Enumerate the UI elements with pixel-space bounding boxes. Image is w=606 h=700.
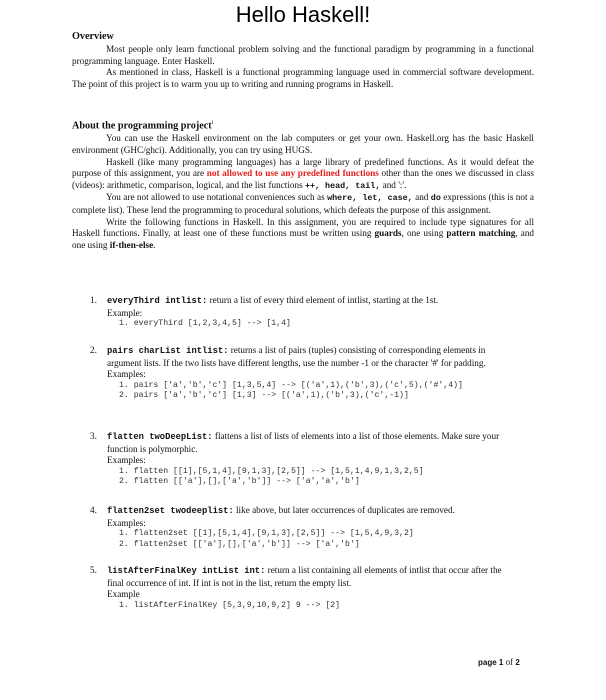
item-number: 4. xyxy=(90,505,97,515)
p4-pattern-matching: pattern matching xyxy=(446,228,516,239)
example-label: Examples: xyxy=(107,455,146,466)
footer-page-number: 1 xyxy=(498,658,504,667)
p3-code: where, let, case, xyxy=(327,193,413,204)
example-code: 2. pairs ['a','b','c'] [1,3] --> [('a',1),('b',3),('c',-1)] xyxy=(119,391,409,401)
p4-text-d: . xyxy=(153,239,156,250)
function-item xyxy=(90,565,520,611)
example-label: Examples: xyxy=(107,517,146,528)
example-code: 1. everyThird [1,2,3,4,5] --> [1,4] xyxy=(119,319,291,329)
function-description: returns a list of pairs (tuples) consisting of corresponding elements in argument lists. If the two lists have different lengths, use the number -1 or the character '#' for padding. xyxy=(107,345,486,368)
p4-text-c: , and one using xyxy=(72,228,535,250)
p2-text-b: other than the ones we discussed in class (videos): arithmetic, comparison, logical, and the list functions xyxy=(72,168,534,190)
function-description: return a list of every third element of intlist, starting at the 1st. xyxy=(207,295,439,305)
function-description: return a list containing all elements of intlist that occur after the final occurrence of int. If int is not in the list, return the empty list. xyxy=(107,565,502,588)
p3-text-a: You are not allowed to use notational conveniences such as xyxy=(106,192,328,203)
item-number: 2. xyxy=(90,345,97,355)
p3-text-b: and xyxy=(412,192,431,203)
function-item xyxy=(90,505,520,550)
example-code: 1. listAfterFinalKey [5,3,9,10,9,2] 9 --> [2] xyxy=(119,600,341,610)
p2-code: ++, head, tail, xyxy=(304,180,381,191)
function-name: flatten twoDeepList: xyxy=(107,432,213,442)
p4-text-a: Write the following functions in Haskell. In this assignment, you are required to include type signatures for all Haskell functions. Finally, at least one of these functions must be written using xyxy=(72,216,534,239)
p3-code-2: do xyxy=(430,193,441,204)
p2-warning: not allowed to use any predefined functions xyxy=(206,168,379,179)
item-number: 5. xyxy=(90,565,97,575)
item-body xyxy=(107,431,520,488)
example-code: 1. flatten2set [[1],[5,1,4],[9,1,3],[2,5]] --> [1,5,4,9,3,2] xyxy=(119,529,414,539)
footer-of-word: of xyxy=(505,657,514,667)
overview-paragraph-2: As mentioned in class, Haskell is a functional programming language used in commercial software development. The point of this project is to warm you up to writing and running programs in Haskell. xyxy=(72,67,534,89)
project-paragraph-2 xyxy=(72,157,534,193)
project-paragraph-1: You can use the Haskell environment on the lab computers or get your own. Haskell.org has the basic Haskell environment (GHC/ghci). Additionally, you can try using HUGS. xyxy=(72,133,534,155)
function-item xyxy=(90,345,520,402)
overview-paragraph-1: Most people only learn functional problem solving and the functional paradigm by programming in a functional programming language. Enter Haskell. xyxy=(72,44,534,66)
project-section xyxy=(72,117,534,251)
example-label: Example xyxy=(107,589,140,600)
document-title: Hello Haskell! xyxy=(235,2,371,27)
p4-text-b: , one using xyxy=(401,228,447,239)
item-number: 1. xyxy=(90,295,97,305)
example-label: Example: xyxy=(107,307,143,318)
example-code: 1. pairs ['a','b','c'] [1,3,5,4] --> [('a',1),('b',3),('c',5),('#',4)] xyxy=(119,380,463,390)
footer-page-word: page xyxy=(478,658,497,667)
function-item xyxy=(90,295,520,330)
example-label: Examples: xyxy=(107,369,146,380)
function-description: like above, but later occurrences of duplicates are removed. xyxy=(233,505,455,515)
example-code: 2. flatten [['a'],[],['a','b']] --> ['a','a','b'] xyxy=(119,477,360,487)
function-name: everyThird intlist: xyxy=(107,296,208,306)
footnote-mark: i xyxy=(211,120,214,126)
overview-section xyxy=(72,31,534,90)
item-body xyxy=(107,295,520,330)
example-code: 2. flatten2set [['a'],[],['a','b']] --> ['a','b'] xyxy=(119,539,360,549)
project-paragraph-4 xyxy=(72,217,534,252)
item-body xyxy=(107,345,520,402)
example-code: 1. flatten [[1],[5,1,4],[9,1,3],[2,5]] --> [1,5,1,4,9,1,3,2,5] xyxy=(119,466,424,476)
p4-if-then-else: if-then-else xyxy=(109,239,154,250)
project-heading-text: About the programming project xyxy=(72,120,212,132)
function-name: flatten2set twodeeplist: xyxy=(107,506,234,516)
item-number: 3. xyxy=(90,431,97,441)
project-paragraph-3 xyxy=(72,192,534,216)
item-body xyxy=(107,565,520,611)
function-name: listAfterFinalKey intList int: xyxy=(107,566,266,576)
function-name: pairs charList intlist: xyxy=(107,346,229,356)
footer-page-total: 2 xyxy=(515,658,520,667)
p4-guards: guards xyxy=(374,228,402,239)
p2-text-c: and ':'. xyxy=(380,179,407,190)
function-item xyxy=(90,431,520,488)
item-body xyxy=(107,505,520,550)
p2-text-a: Haskell (like many programming languages) has a large library of predefined functions. As it would defeat the purpose of this assignment, you are xyxy=(72,156,534,179)
page-footer xyxy=(478,657,520,669)
project-heading xyxy=(72,117,534,132)
overview-heading: Overview xyxy=(72,31,114,42)
function-description: flattens a list of lists of elements into a list of those elements. Make sure your function is polymorphic. xyxy=(107,431,500,454)
p3-text-c: expressions (this is not a complete list). These lend the programming to procedural solutions, which defeats the purpose of this assignment. xyxy=(72,192,535,215)
